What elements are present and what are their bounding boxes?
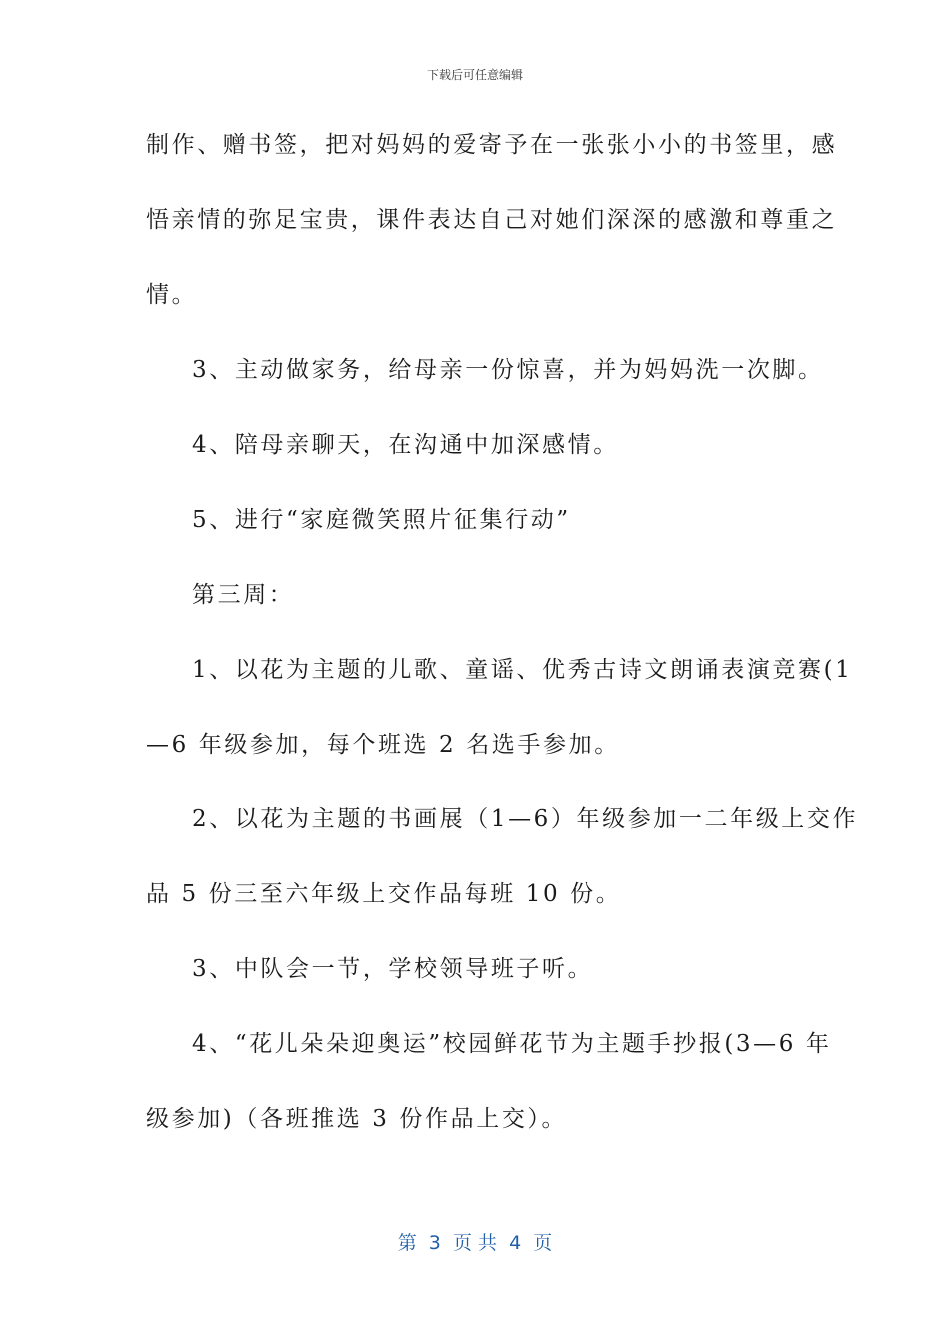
paragraph-line: 品 5 份三至六年级上交作品每班 10 份。 xyxy=(146,881,622,907)
paragraph-line: —6 年级参加，每个班选 2 名选手参加。 xyxy=(146,732,620,758)
paragraph-line: 级参加)（各班推选 3 份作品上交）。 xyxy=(146,1106,568,1132)
paragraph-line: 1、以花为主题的儿歌、童谣、优秀古诗文朗诵表演竞赛(1 xyxy=(192,657,853,683)
page-header: 下载后可任意编辑 xyxy=(426,68,523,82)
paragraph-line: 制作、赠书签，把对妈妈的爱寄予在一张张小小的书签里，感 xyxy=(146,132,838,158)
paragraph-line: 2、以花为主题的书画展（1—6）年级参加一二年级上交作 xyxy=(192,806,859,832)
paragraph-line: 3、主动做家务，给母亲一份惊喜，并为妈妈洗一次脚。 xyxy=(192,357,824,383)
paragraph-line: 5、进行“家庭微笑照片征集行动” xyxy=(192,507,571,533)
page-number: 第 3 页 共 4 页 xyxy=(397,1232,553,1254)
paragraph-line: 情。 xyxy=(146,282,198,308)
paragraph-line: 4、陪母亲聊天，在沟通中加深感情。 xyxy=(192,432,619,458)
paragraph-line: 4、“花儿朵朵迎奥运”校园鲜花节为主题手抄报(3—6 年 xyxy=(192,1031,832,1057)
paragraph-line: 悟亲情的弥足宝贵，课件表达自己对她们深深的感激和尊重之 xyxy=(146,207,838,233)
section-heading: 第三周： xyxy=(192,582,295,608)
paragraph-line: 3、中队会一节，学校领导班子听。 xyxy=(192,956,594,982)
